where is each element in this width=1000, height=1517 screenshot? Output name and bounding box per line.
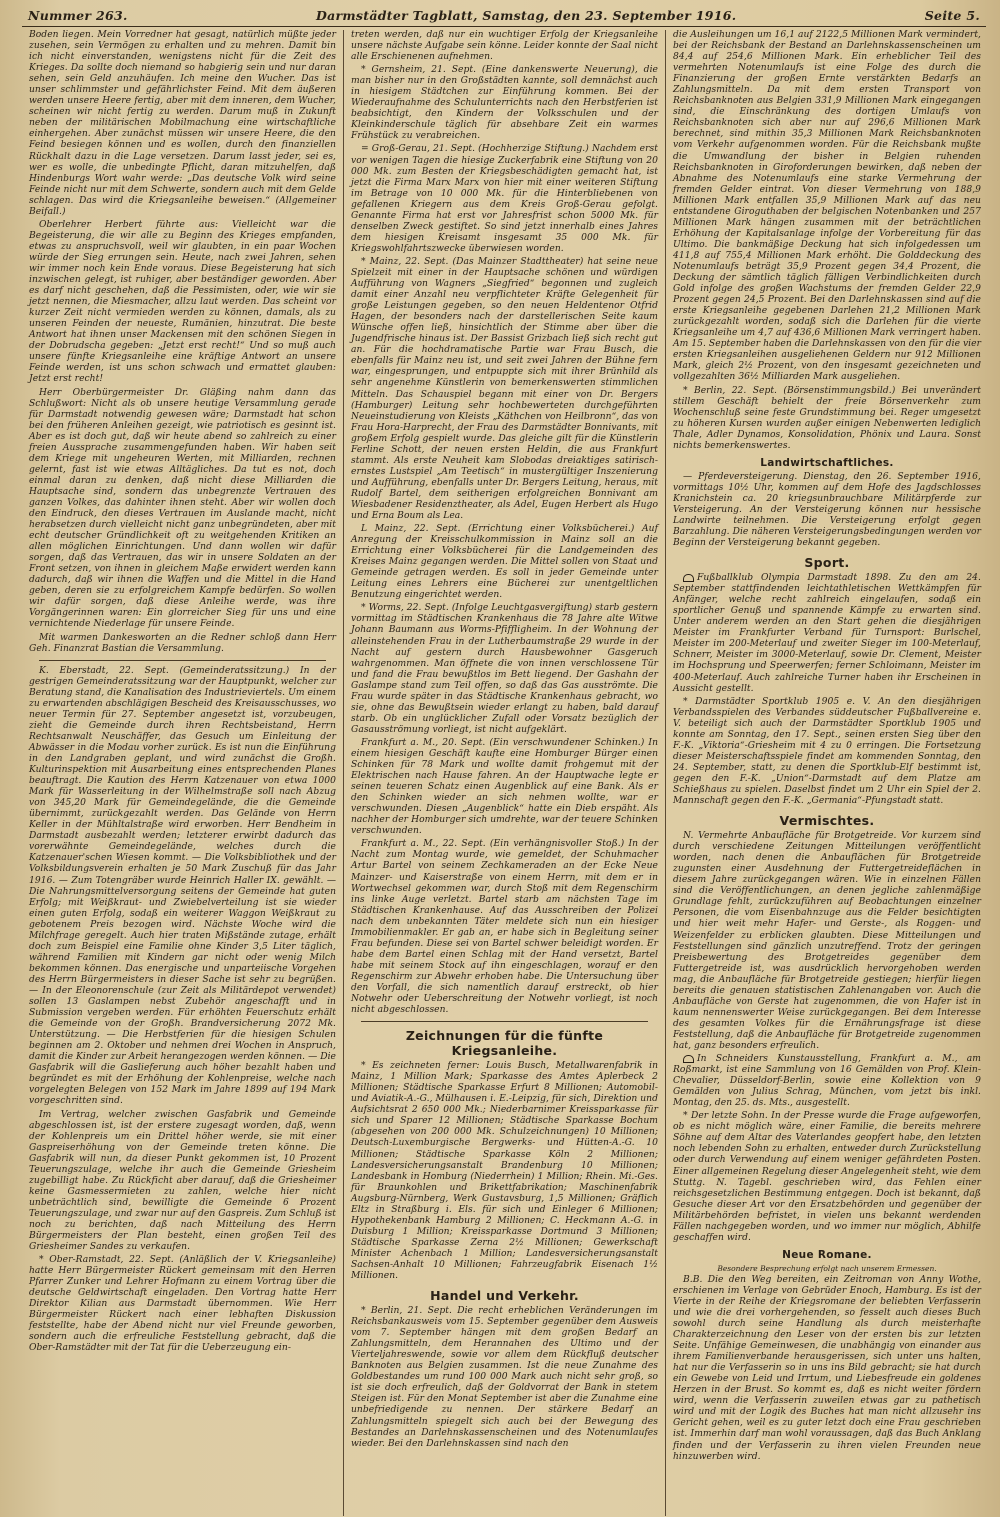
article-paragraph <box>673 573 981 695</box>
article-paragraph: die Ausleihungen um 16,1 auf 2122,5 Millionen Mark vermindert, bei der Reichsbank der Bestand an Darlehnskassenscheinen um 84,4 auf 254,6 Millionen Mark. Ein erheblicher Teil des vermehrten Notenumlaufs ist eine Folge des durch die Finanzierung der großen Ernte verstärkten Bedarfs an Zahlungsmitteln. Da mit dem ersten Transport von Reichsbanknoten aus Belgien 331,9 Millionen Mark eingegangen sind, die Einschränkung des dortigen Umlaufs von Reichsbanknoten sich aber nur auf 296,6 Millionen Mark berechnet, sind mithin 35,3 Millionen Mark Reichsbanknoten vom Verkehr aufgenommen worden. Für die Reichsbank mußte die Umwandlung der bisher in Belgien ruhenden Reichsbanknoten in Giroforderungen bewirken, daß neben der Abnahme des Notenumlaufs eine starke Vermehrung der fremden Gelder eintrat. Von dieser Vermehrung von 188,9 Millionen Mark entfallen 35,9 Millionen Mark auf das neu entstandene Giroguthaben der belgischen Notenbanken und 257 Millionen Mark hängen zusammen mit der beträchtlichen Erhöhung der Kapitalsanlage infolge der Vorbereitung für das Ultimo. Die bankmäßige Deckung hat sich infolgedessen um 411,8 auf 755,4 Millionen Mark erhöht. Die Golddeckung des Notenumlaufs beträgt 35,9 Prozent gegen 34,4 Prozent, die Deckung der sämtlich täglich fälligen Verbindlichkeiten durch Gold infolge des großen Wachstums der fremden Gelder 22,9 Prozent gegen 24,5 Prozent. Bei den Darlehnskassen sind auf die erste Kriegsanleihe gegebenen Darlehen 21,2 Millionen Mark zurückgezahlt worden, sodaß sich die Darlehen für die vierte Kriegsanleihe um 4,7 auf 436,6 Millionen Mark verringert haben. Am 15. September haben die Darlehnskassen von den für die vier ersten Kriegsanleihen ausgeliehenen Geldern nur 912 Millionen Mark, gleich 2½ Prozent, von den insgesamt gezeichneten und vollgezahlten 36½ Milliarden Mark ausgeliehen. <box>673 30 982 383</box>
article-paragraph: treten werden, daß nur ein wuchtiger Erfolg der Kriegsanleihe unsere nächste Aufgabe sein könne. Leider konnte der Saal nicht alle Erschienenen aufnehmen. <box>351 30 658 63</box>
article-text: Fußballklub Olympia Darmstadt 1898. Zu den am 24. September stattfindenden leichtathletischen Wettkämpfen für Anfänger, welche recht zahlreich eingelaufen, sodaß ein sportlicher Genuß und spannende Kämpfe zu erwarten sind. Unter anderem werden an den Start gehen die diesjährigen Meister im Frankfurter Verband für Turnsport: Burlschel, Meister im 200-Meterlauf und zweiter Sieger im 100-Meterlauf, Schnerr, Meister im 3000-Meterlauf, sowie Dr. Clement, Meister im Hochsprung und Speerwerfen; ferner Schloimann, Meister im 400-Meterlauf. Auch zahlreiche Turner haben ihr Erscheinen in Aussicht gestellt. <box>673 573 981 694</box>
section-heading-sport: Sport. <box>804 555 850 571</box>
section-subnote: Besondere Besprechung erfolgt nach unserem Ermessen. <box>717 1263 937 1273</box>
article-paragraph: K. Eberstadt, 22. Sept. (Gemeinderatssitzung.) In der gestrigen Gemeinderatssitzung war der Hauptpunkt, welcher zur Beratung stand, die Kanalisation des Industrieviertels. Um einem zu erwartenden abschlägigen Bescheid des Kreisausschusses, wo neuer Termin für 27. September angesetzt ist, vorzubeugen, zieht die Gemeinde durch ihren Rechtsbeistand, Herrn Rechtsanwalt Neuschäffer, das Gesuch um Einleitung der Abwässer in die Modau vorher zurück. Es ist nun die Einführung in den Landgraben geplant, und wird zunächst die Großh. Kulturinspektion mit Ausarbeitung eines entsprechenden Planes beauftragt. Die Kaution des Herrn Katzenauer von etwa 1000 Mark für Wasserleitung in der Wilhelmstraße soll nach Abzug von 345,20 Mark für Gemeindegelände, die die Gemeinde übernimmt, zurückgezahlt werden. Das Gelände von Herrn Keller in der Mühltalstraße wird erworben. Herr Bendheim in Darmstadt ausbezahlt werden; letzterer erwirbt dadurch das vorerwähnte Gemeindegelände, welches durch die Katzenauer'schen Wiesen kommt. — Die Volksbibliothek und der Volksbildungsverein erhalten je 50 Mark Zuschuß für das Jahr 1916. — Zum Totengräber wurde Heinrich Haller IX. gewählt. — Die Nahrungsmittelversorgung seitens der Gemeinde hat guten Erfolg; mit Weißkraut- und Zwiebelverteilung ist sie wieder einen guten Erfolg, sodaß ein weiterer Waggon Weißkraut zu gebotenem Preis bezogen wird. Nächste Woche wird die Milchfrage geregelt. Auch hier traten Mißstände zutage, erhält doch zum Beispiel eine Familie ohne Kinder 3,5 Liter täglich, während Familien mit Kindern gar nicht oder wenig Milch bekommen können. Das energische und unparteiische Vorgehen des Herrn Bürgermeisters in dieser Sache ist sehr zu begrüßen. — In der Eleonorenschule (zur Zeit als Militärdepot verwendet) sollen 13 Gaslampen nebst Zubehör angeschafft und in Submission vergeben werden. Für erhöhten Feuerschutz erhält die Gemeinde von der Großh. Brandversicherung 2072 Mk. Unterstützung. — Die Herbstferien für die hiesigen Schulen beginnen am 2. Oktober und nehmen drei Wochen in Anspruch, damit die Kinder zur Arbeit herangezogen werden können. — Die Gasfabrik will die Gaslieferung auch höher bezahlt haben und begründet es mit der Erhöhung der Kohlenpreise, welche nach vorgelegten Belegen von 152 Mark im Jahre 1899 auf 194 Mark vorgeschritten sind. <box>29 665 337 1107</box>
article-paragraph: Mit warmen Dankesworten an die Redner schloß dann Herr Geh. Finanzrat Bastian die Versammlung. <box>29 632 336 654</box>
divider <box>39 660 326 661</box>
article-text: In Schneiders Kunstausstellung, Frankfurt a. M., am Roßmarkt, ist eine Sammlung von 16 Gemälden von Prof. Klein-Chevalier, Düsseldorf-Berlin, sowie eine Kollektion von 9 Gemälden von Julius Schrag, München, vom jetzt bis inkl. Montag, den 25. ds. Mts., ausgestellt. <box>673 1054 981 1109</box>
article-paragraph: * Es zeichneten ferner: Louis Busch, Metallwarenfabrik in Mainz, 1 Million Mark; Sparkasse des Amtes Aplerbeck 2 Millionen; Städtische Sparkasse Erfurt 8 Millionen; Automobil- und Aviatik-A.-G., Mülhausen i. E.-Leipzig, für sich, Direktion und Aufsichtsrat 2 650 000 Mk.; Niederbarnimer Kreissparkasse für sich und Sparer 12 Millionen; Städtische Sparkasse Bochum (abgesehen von 200 000 Mk. Schulzeichnungen) 10 Millionen; Deutsch-Luxemburgische Bergwerks- und Hütten-A.-G. 10 Millionen; Städtische Sparkasse Köln 2 Millionen; Landesversicherungsanstalt Brandenburg 10 Millionen; Landesbank in Homburg (Niederrhein) 1 Million; Rhein. Mi.-Ges. für Braunkohlen und Brikettfabrikation; Maschinenfabrik Augsburg-Nürnberg, Werk Gustavsburg, 1,5 Millionen; Gräflich Eltz in Straßburg i. Els. für sich und Einleger 6 Millionen; Hypothekenbank Hamburg 2 Millionen; C. Heckmann A.-G. in Duisburg 1 Million; Kreissparkasse Dortmund 3 Millionen; Städtische Sparkasse Zerna 2½ Millionen; Gewerkschaft Minister Achenbach 1 Million; Landesversicherungsanstalt Sachsen-Anhalt 10 Millionen; Fahrzeugfabrik Eisenach 1½ Millionen. <box>351 1061 658 1282</box>
article-paragraph: L Mainz, 22. Sept. (Errichtung einer Volksbücherei.) Auf Anregung der Kreisschulkommission in Mainz soll an die Errichtung einer Volksbücherei für die Landgemeinden des Kreises Mainz gegangen werden. Die Mittel sollen von Staat und Gemeinde getragen werden. Es soll in jeder Gemeinde unter Leitung eines Lehrers eine Bücherei zur unentgeltlichen Benutzung eingerichtet werden. <box>351 524 658 601</box>
article-paragraph: — Pferdeversteigerung. Dienstag, den 26. September 1916, vormittags 10½ Uhr, kommen auf dem Hofe des Jagdschlosses Kranichstein ca. 20 kriegsunbrauchbare Militärpferde zur Versteigerung. An der Versteigerung können nur hessische Landwirte teilnehmen. Die Versteigerung erfolgt gegen Barzahlung. Die näheren Versteigerungsbedingungen werden vor Beginn der Versteigerung bekannt gegeben. <box>673 471 981 549</box>
bell-icon <box>683 1055 694 1063</box>
article-paragraph: Herr Oberbürgermeister Dr. Gläßing nahm dann das Schlußwort: Nicht als ob unsere heutige Versammlung gerade für Darmstadt notwendig gewesen wäre; Darmstadt hat schon bei den früheren Anleihen gezeigt, wie patriotisch es gesinnt ist. Aber es ist doch gut, daß wir heute abend so zahlreich zu einer freien Aussprache zusammengefunden haben. Wir haben seit dem Kriege mit ungeheuren Werten, mit Milliarden, rechnen gelernt, fast ist wie etwas Alltägliches. Da tut es not, doch einmal daran zu denken, daß nicht diese Milliarden die Hauptsache sind, sondern das unbegrenzte Vertrauen des ganzen Volkes, das dahinter ihnen steht. Aber wir wollen doch den Eindruck, den dieses Vertrauen im Auslande macht, nicht herabsetzen durch vielleicht nicht ganz unbegründeten, aber mit echt deutscher Gründlichkeit oft zu weitgehenden Kritiken an allen möglichen Einrichtungen. Und dann wollen wir dafür sorgen, daß das Vertrauen, das wir in unsere Soldaten an der Front setzen, von ihnen in gleichem Maße erwidert werden kann dadurch, daß wir ihnen die Waffen und die Mittel in die Hand geben, deren sie zu erfolgreichem Kampfe bedürfen. So wollen wir dafür sorgen, daß diese Anleihe werde, was ihre Vorgängerinnen waren: Ein glorreicher Sieg für uns und eine vernichtende Niederlage für unsere Feinde. <box>29 387 336 630</box>
page-number: Seite 5. <box>924 8 980 23</box>
article-paragraph: * Berlin, 22. Sept. (Börsenstimmungsbild.) Bei unverändert stillem Geschäft behielt der freie Börsenverkehr zum Wochenschluß seine feste Grundstimmung bei. Reger umgesetzt zu höheren Kursen wurden außer einigen Nebenwerten lediglich Thale, Adler Dynamos, Konsolidation, Phönix und Laura. Sonst nichts bemerkenswertes. <box>673 385 981 451</box>
section-heading-war-loan: Zeichnungen für die fünfte Kriegsanleihe. <box>405 1028 604 1059</box>
article-paragraph: * Berlin, 21. Sept. Die recht erheblichen Veränderungen im Reichsbankausweis vom 15. September gegenüber dem Ausweis vom 7. September hängen mit dem großen Bedarf an Zahlungsmitteln, dem Herannahen des Ultimo und der Vierteljahreswende, sowie vor allem dem Rückfluß deutscher Banknoten aus Belgien zusammen. Ist die neue Zunahme des Goldbestandes um rund 100 000 Mark auch nicht sehr groß, so ist sie doch erfreulich, daß der Goldvorrat der Bank in stetem Steigen ist. Für den Monat September ist aber die Zunahme eine unbefriedigende zu nennen. Der stärkere Bedarf an Zahlungsmitteln spiegelt sich auch bei der Bewegung des Bestandes an Darlehnskassenscheinen und des Notenumlaufes wieder. Bei den Darlehnskassen sind nach den <box>351 1306 658 1449</box>
column-3 <box>666 30 988 1516</box>
bell-icon <box>683 574 694 582</box>
article-paragraph: Frankfurt a. M., 22. Sept. (Ein verhängnisvoller Stoß.) In der Nacht zum Montag wurde, wie gemeldet, der Schuhmacher Artur Bartel von seinem Zechkameraden an der Ecke Neue Mainzer- und Kaiserstraße von einem Herrn, mit dem er in Wortwechsel gekommen war, durch Stoß mit dem Regenschirm ins linke Auge verletzt. Bartel starb am nächsten Tage im Städtischen Krankenhause. Auf das Ausschreiben der Polizei nach dem unbekannten Täter meldete sich nun ein hiesiger Immobilienmakler. Er gab an, er habe sich in Begleitung seiner Frau befunden. Diese sei von Bartel schwer beleidigt worden. Er habe dem Bartel einen Schlag mit der Hand versetzt, Bartel habe mit seinem Stock auf ihn eingeschlagen, worauf er den Regenschirm zur Abwehr erhoben habe. Die Untersuchung über den Vorfall, die sich namentlich darauf erstreckt, ob hier Notwehr oder Ueberschreitung der Notwehr vorliegt, ist noch nicht abgeschlossen. <box>351 839 658 1016</box>
column-2 <box>344 30 666 1516</box>
divider <box>361 1021 648 1022</box>
article-paragraph: Oberlehrer Herbert führte aus: Vielleicht war die Begeisterung, die wir alle zu Beginn des Krieges empfanden, etwas zu anspruchsvoll, weil wir glaubten, in ein paar Wochen würde der Sieg errungen sein. Heute, nach zwei Jahren, sehen wir immer noch kein Ende voraus. Diese Begeisterung hat sich inzwischen gelegt, ist ruhiger, aber beständiger geworden. Aber es darf nicht geschehen, daß die Pessimisten, oder, wie wir sie jetzt nennen, die Miesmacher, allzu laut werden. Das scheint vor kurzer Zeit nicht vermieden werden zu können, damals, als zu unseren Feinden der neueste, Rumänien, hinzutrat. Die beste Antwort hat ihnen unser Mackensen mit den schönen Siegen in der Dobrudscha gegeben: „Jetzt erst recht!“ Und so muß auch unsere fünfte Kriegsanleihe eine kräftige Antwort an unsere Feinde werden, ist uns schon schwach und ermattet glauben: Jetzt erst recht! <box>29 219 336 385</box>
column-1 <box>22 30 344 1516</box>
article-paragraph: Boden liegen. Mein Vorredner hat gesagt, natürlich müßte jeder zusehen, sein Vermögen zu erhalten und zu mehren. Damit bin ich nicht einverstanden, wenigstens nicht für die Zeit des Krieges. Da sollte doch niemand so habgierig sein und nur daran sehen, sein Geld anzuhäufen. Ich meine den Wucher. Das ist unser schlimmster und gefährlichster Feind. Mit dem äußeren werden unsere Heere fertig, aber mit dem inneren, dem Wucher, scheinen wir nicht fertig zu werden. Darum muß in Zukunft neben der militärischen Mobilmachung eine wirtschaftliche einhergehen. Aber zunächst müssen wir unsere Heere, die den Feind besiegen können und es wollen, durch den finanziellen Rückhalt dazu in die Lage versetzen. Darum lasst jeder, sei es, wer es wolle, die unbedingte Pflicht, daran mitzuhelfen, daß Hindenburgs Wort wahr werde: „Das deutsche Volk wird seine Feinde nicht nur mit dem Schwerte, sondern auch mit dem Gelde schlagen. Das wird die Kriegsanleihe beweisen.“ (Allgemeiner Beifall.) <box>29 30 336 217</box>
article-paragraph: * Darmstädter Sportklub 1905 e. V. An den diesjährigen Verbandsspielen des Verbandes süddeutscher Fußballvereine e. V. beteiligt sich auch der Darmstädter Sportklub 1905 und konnte am Sonntag, den 17. Sept., seinen ersten Sieg über den F.-K. „Viktoria“-Griesheim mit 4 zu 0 erringen. Die Fortsetzung dieser Meisterschaftsspiele findet am kommenden Sonntag, den 24. September, statt, zu denen die Sportklub-Elf bestimmt ist, gegen den F.-K. „Union“-Darmstadt auf dem Platze am Schießhaus zu spielen. Daselbst findet um 2 Uhr ein Spiel der 2. Mannschaft gegen den F.-K. „Germania“-Pfungstadt statt. <box>673 696 981 807</box>
article-paragraph: Frankfurt a. M., 20. Sept. (Ein verschwundener Schinken.) In einem hiesigen Geschäft kaufte eine Homburger Bürger einen Schinken für 78 Mark und wollte damit frohgemut mit der Elektrischen nach Hause fahren. An der Hauptwache legte er seinen teueren Schatz einen Augenblick auf eine Bank. Als er den Schinken wieder an sich nehmen wollte, war er verschwunden. Diesen „Augenblick“ hatte ein Dieb erspäht. Als nachher der Homburger sich umdrehte, war der teuere Schinken verschwunden. <box>351 737 658 837</box>
page-header <box>22 6 986 27</box>
article-paragraph: = Groß-Gerau, 21. Sept. (Hochherzige Stiftung.) Nachdem erst vor wenigen Tagen die hiesige Zuckerfabrik eine Stiftung von 20 000 Mk. zum Besten der Kriegsbeschädigten gemacht hat, ist jetzt die Firma Marx Marx von hier mit einer weiteren Stiftung im Betrage von 10 000 Mk. für die Hinterbliebenen von gefallenen Kriegern aus dem Kreis Groß-Gerau gefolgt. Genannte Firma hat erst vor Jahresfrist schon 5000 Mk. für denselben Zweck gestiftet. So sind jetzt innerhalb eines Jahres dem hiesigen Kreisamt insgesamt 35 000 Mk. für Kriegswohlfahrtszwecke überwiesen worden. <box>351 144 658 254</box>
article-paragraph <box>673 1054 981 1109</box>
article-paragraph: * Worms, 22. Sept. (Infolge Leuchtgasvergiftung) starb gestern vormittag im Städtischen Krankenhaus die 78 Jahre alte Witwe Johann Baumann aus Worms-Pfiffligheim. In der Wohnung der alleinstehenden Frau in der Lutherbaumstraße 29 wurde in der Nacht auf gestern durch Hausbewohner Gasgeruch wahrgenommen. Man öffnete die von innen verschlossene Tür und fand die Frau bewußtlos im Bett liegend. Der Gashahn der Gaslampe stand zum Teil offen, so daß das Gas ausströmte. Die Frau wurde später in das Städtische Krankenhaus gebracht, wo sie, ohne das Bewußtsein wieder erlangt zu haben, bald darauf starb. Ob ein unglücklicher Zufall oder Vorsatz bezüglich der Gasausströmung vorliegt, ist nicht aufgeklärt. <box>351 603 658 735</box>
article-paragraph: * Der letzte Sohn. In der Presse wurde die Frage aufgeworfen, ob es nicht möglich wäre, einer Familie, die bereits mehrere Söhne auf dem Altar des Vaterlandes geopfert habe, den letzten noch lebenden Sohn zu erhalten, entweder durch Zurückstellung oder durch Verwendung auf einem weniger gefährdeten Posten. Einer allgemeinen Regelung dieser Angelegenheit steht, wie dem Stuttg. N. Tagebl. geschrieben wird, das Fehlen einer reichsgesetzlichen Bestimmung entgegen. Doch ist bekannt, daß Gesuche dieser Art vor den Ersatzbehörden und gegenüber der Militärbehörden befristet, in vielen uns bekannt werdenden Fällen nachgegeben worden, und wo immer nur möglich, Abhilfe geschaffen wird. <box>673 1111 981 1243</box>
section-heading-novels: Neue Romane. <box>782 1248 872 1261</box>
article-paragraph: * Gernsheim, 21. Sept. (Eine dankenswerte Neuerung), die man bisher nur in den Großstädten kannte, soll demnächst auch in hiesigem Städtchen zur Einführung kommen. Bei der Wiederaufnahme des Schulunterrichts nach den Herbstferien ist beabsichtigt, den Kindern der Volksschulen und der Kleinkinderschule täglich für absehbare Zeit ein warmes Frühstück zu verabreichen. <box>351 65 658 142</box>
section-heading-trade: Handel und Verkehr. <box>430 1288 579 1304</box>
article-paragraph: N. Vermehrte Anbaufläche für Brotgetreide. Vor kurzem sind durch verschiedene Zeitungen Mitteilungen veröffentlicht worden, nach denen die Anbauflächen für Brotgetreide zugunsten einer Ausdehnung der Futtergetreideflächen in diesem Jahre zurückgegangen wären. Wie in einzelnen Fällen sind die Veröffentlichungen, an denen jegliche zahlenmäßige Grundlage fehlt, zurückzuführen auf Beobachtungen einzelner Personen, die vom Eisenbahnzuge aus die Felder besichtigten und hier weit mehr Hafer- und Gerste-, als Roggen- und Weizenfelder zu erblicken glaubten. Diese Mitteilungen und Feststellungen sind gänzlich unzutreffend. Trotz der geringen Preisbewertung des Brotgetreides gegenüber dem Futtergetreide ist, was ausdrücklich hervorgehoben werden mag, die Anbaufläche für Brotgetreide gestiegen; hierfür liegen bereits die genauen statistischen Zahlenangaben vor. Auch die Anbaufläche von Gerste hat zugenommen, die von Hafer ist in kaum nennenswerter Weise zurückgegangen. Bei dem Interesse des gesamten Volkes für die Ernährungsfrage ist diese Feststellung, daß die Anbaufläche für Brotgetreide zugenommen hat, ganz besonders erfreulich. <box>673 831 981 1051</box>
article-paragraph: * Ober-Ramstadt, 22. Sept. (Anläßlich der V. Kriegsanleihe) hatte Herr Bürgermeister Rückert gemeinsam mit den Herren Pfarrer Zunker und Lehrer Hofmann zu einem Vortrag über die deutsche Geldwirtschaft eingeladen. Den Vortrag hatte Herr Direktor Kilian aus Darmstadt übernommen. Wie Herr Bürgermeister Rückert nach einer lebhaften Diskussion feststellte, habe der Abend nicht nur viel Freunde geworben, sondern auch die erfreuliche Feststellung gebracht, daß die Ober-Ramstädter mit der Tat für die Ueberzeugung ein- <box>29 1255 336 1354</box>
masthead-title: Darmstädter Tagblatt, Samstag, den 23. September 1916. <box>315 8 737 23</box>
article-paragraph: Im Vertrag, welcher zwischen Gasfabrik und Gemeinde abgeschlossen ist, ist der erstere zugesagt worden, daß, wenn der Kohlenpreis um ein Drittel höher werde, sie mit einer Gaspreiserhöhung von der Gemeinde treten könne. Die Gasfabrik will nun, da dieser Punkt gekommen ist, 10 Prozent Teuerungszulage, welche ihr auch die Gemeinde Griesheim zugebilligt habe. Zu Rückficht aber darauf, daß die Griesheimer keine Gasmessermieten zu zahlen, welche hier nicht unbeträchtlich sind, bewilligte die Gemeinde 6 Prozent Teuerungszulage, und zwar nur auf den Gaspreis. Zum Schluß ist noch zu berichten, daß nach Mitteilung des Herrn Bürgermeisters der Plan besteht, einen großen Teil des Griesheimer Sandes zu verkaufen. <box>29 1109 336 1253</box>
article-paragraph: B.B. Die den Weg bereiten, ein Zeitroman von Anny Wothe, erschienen im Verlage von Gebrüder Enoch, Hamburg. Es ist der Vierte in der Reihe der Kriegsromane der beliebten Verfasserin und wie die drei vorhergehenden, so fesselt auch dieses Buch sowohl durch seine Handlung als durch meisterhafte Charakterzeichnung den Leser von der ersten bis zur letzten Seite. Unfähige Gemeinwesen, die unabhängig von einander aus ihrem Familienverbande herausgerissen, sich unter uns halten, hat nur die Verfasserin so in uns ins Bild gebracht; sie hat durch ein Gewebe von Leid und Irrtum, und Liebesfreude ein goldenes Herzen in der Brust. So kommt es, daß es nicht weiter fördern wird, wenn die Verfasserin zuweilen etwas gar zu pathetisch wird und mit der Logik des Buches hat man nicht allzusehr ins Gericht gehen, weil es zu guter letzt doch eine Frau geschrieben ist. Immerhin darf man wohl voraussagen, daß das Buch Anklang finden und der Verfasserin zu ihren vielen Freunden neue hinzuwerben wird. <box>673 1274 981 1462</box>
section-heading-misc: Vermischtes. <box>779 813 875 829</box>
section-heading-agriculture: Landwirtschaftliches. <box>760 456 894 469</box>
article-paragraph: * Mainz, 22. Sept. (Das Mainzer Stadttheater) hat seine neue Spielzeit mit einer in der Hauptsache schönen und würdigen Aufführung von Wagners „Siegfried“ begonnen und zugleich damit einer Anzahl neu verpflichteter Kräfte Gelegenheit für große Leistungen gegeben, so den neuen Heldentenor Otfrid Hagen, der besonders nach der darstellerischen Seite kaum Wünsche offen ließ, hinsichtlich der Stimme aber über die Jugendfrische hinaus ist. Der Bassist Grizbach ließ sich recht gut an. Für die hochdramatische Partie war Frau Busch, die ebenfalls für Mainz neu ist, und seit zwei Jahren der Bühne fern war, eingesprungen, und entpuppte sich mit ihrer Brünhild als sehr angenehme Künstlerin von bemerkenswerten stimmlichen Mitteln. Das Schauspiel begann mit einer von Dr. Bergers (Hamburger) Leitung sehr hochbewerteten durchgeführten Neueinstudierung von Kleists „Käthchen von Heilbronn“, das von Frau Hora-Harprecht, der Frau des Darmstädter Bonnivants, mit großem Erfolg gespielt wurde. Das gleiche gilt für die Künstlerin Ferline Schott, der neuen ersten Heldin, die aus Frankfurt stammt. Als erste Neuheit kam Slobodas dreiaktiges satirisch-ernstes Lustspiel „Am Teetisch“ in mustergültiger Inszenierung und Aufführung, ebenfalls unter Dr. Bergers Leitung, heraus, mit Rudolf Bartel, dem seitherigen erfolgreichen Bonnivant am Wiesbadener Residenztheater, als Adel, Eugen Herbert als Hugo und Erna Boum als Lea. <box>351 256 658 522</box>
columns <box>22 30 986 1516</box>
issue-number: Nummer 263. <box>28 8 128 23</box>
